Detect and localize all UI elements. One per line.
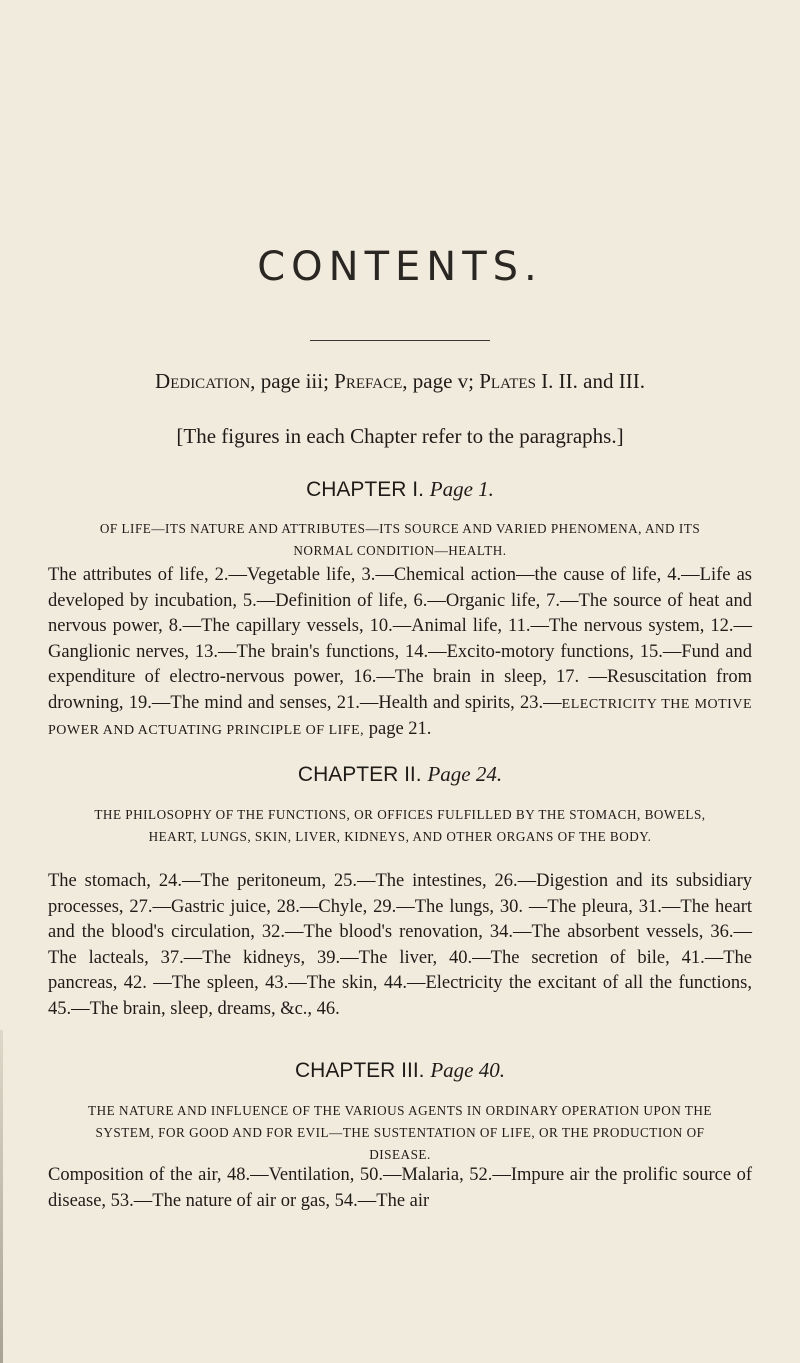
front-matter-line [60,369,740,394]
chapter-1-body [48,563,752,744]
chapter-3-body: Composition of the air, 48.—Ventilation, 50.—Malaria, 52.—Impure air the prolific source of disease, 53.—The nature of air or gas, 54.—The air [48,1165,752,1211]
dedication-page: page iii; [255,369,335,393]
preface-label: Preface, [334,369,408,393]
chapter-1-subtitle: OF LIFE—ITS NATURE AND ATTRIBUTES—ITS SOURCE AND VARIED PHENOMENA, AND ITS NORMAL CONDITION—HEALTH. [99,521,701,558]
chapter-3-label: CHAPTER III. [294,1059,425,1082]
chapter-2-label: CHAPTER II. [297,763,422,786]
page-edge-shadow [0,1030,3,1363]
plates-numbers: I. II. and III. [535,369,645,393]
page-title: CONTENTS. [257,244,543,290]
chapter-1-page: Page 1. [429,477,494,501]
chapter-3-subtitle: THE NATURE AND INFLUENCE OF THE VARIOUS AGENTS IN ORDINARY OPERATION UPON THE SYSTEM, FOR GOOD AND FOR EVIL—THE SUSTENTATION OF LIFE, OR THE PRODUCTION OF DISEASE. [88,1103,712,1162]
chapter-3-page: Page 40. [430,1058,506,1082]
chapter-1-label: CHAPTER I. [306,478,424,501]
chapter-1-heading [60,477,740,502]
chapter-3-heading [60,1058,740,1083]
chapter-2-body: The stomach, 24.—The peritoneum, 25.—The intestines, 26.—Digestion and its subsidiary processes, 27.—Gastric juice, 28.—Chyle, 29.—The lungs, 30. —The pleura, 31.—The heart and the blood's circulation, 32.—The blood's renovation, 34.—The absorbent vessels, 36.—The lacteals, 37.—The kidneys, 39.—The liver, 40.—The secretion of bile, 41.—The pancreas, 42. —The spleen, 43.—The skin, 44.—Electricity the excitant of all the functions, 45.—The brain, sleep, dreams, &c., 46. [48,871,752,1019]
plates-label: Plates [479,369,536,393]
chapter-2-heading [60,762,740,787]
chapter-1-text: The attributes of life, 2.—Vegetable life, 3.—Chemical action—the cause of life, 4.—Life as developed by incubation, 5.—Definition of life, 6.—Organic life, 7.—The source of heat and nervous power, 8.—The capillary vessels, 10.—Animal life, 11.—The nervous system, 12.—Ganglionic nerves, 13.—The brain's functions, 14.—Excito-motory functions, 15.—Fund and expenditure of electro-nervous power, 16.—The brain in sleep, 17. —Resuscitation from drowning, 19.—The mind and senses, 21.—Health and spirits, 23.— [48,565,752,713]
figures-note: [The figures in each Chapter refer to the paragraphs.] [176,424,624,448]
chapter-2-subtitle: THE PHILOSOPHY OF THE FUNCTIONS, OR OFFICES FULFILLED BY THE STOMACH, BOWELS, HEART, LUNGS, SKIN, LIVER, KIDNEYS, AND OTHER ORGANS OF THE BODY. [94,807,706,844]
chapter-1-tail: page 21. [364,719,432,739]
chapter-1-caps: ELECTRICITY THE MOTIVE POWER AND ACTUATING PRINCIPLE OF LIFE, [48,696,752,738]
title-rule [310,340,490,341]
dedication-label: Dedication, [155,369,256,393]
chapter-2-page: Page 24. [427,762,503,786]
preface-page: page v; [407,369,480,393]
